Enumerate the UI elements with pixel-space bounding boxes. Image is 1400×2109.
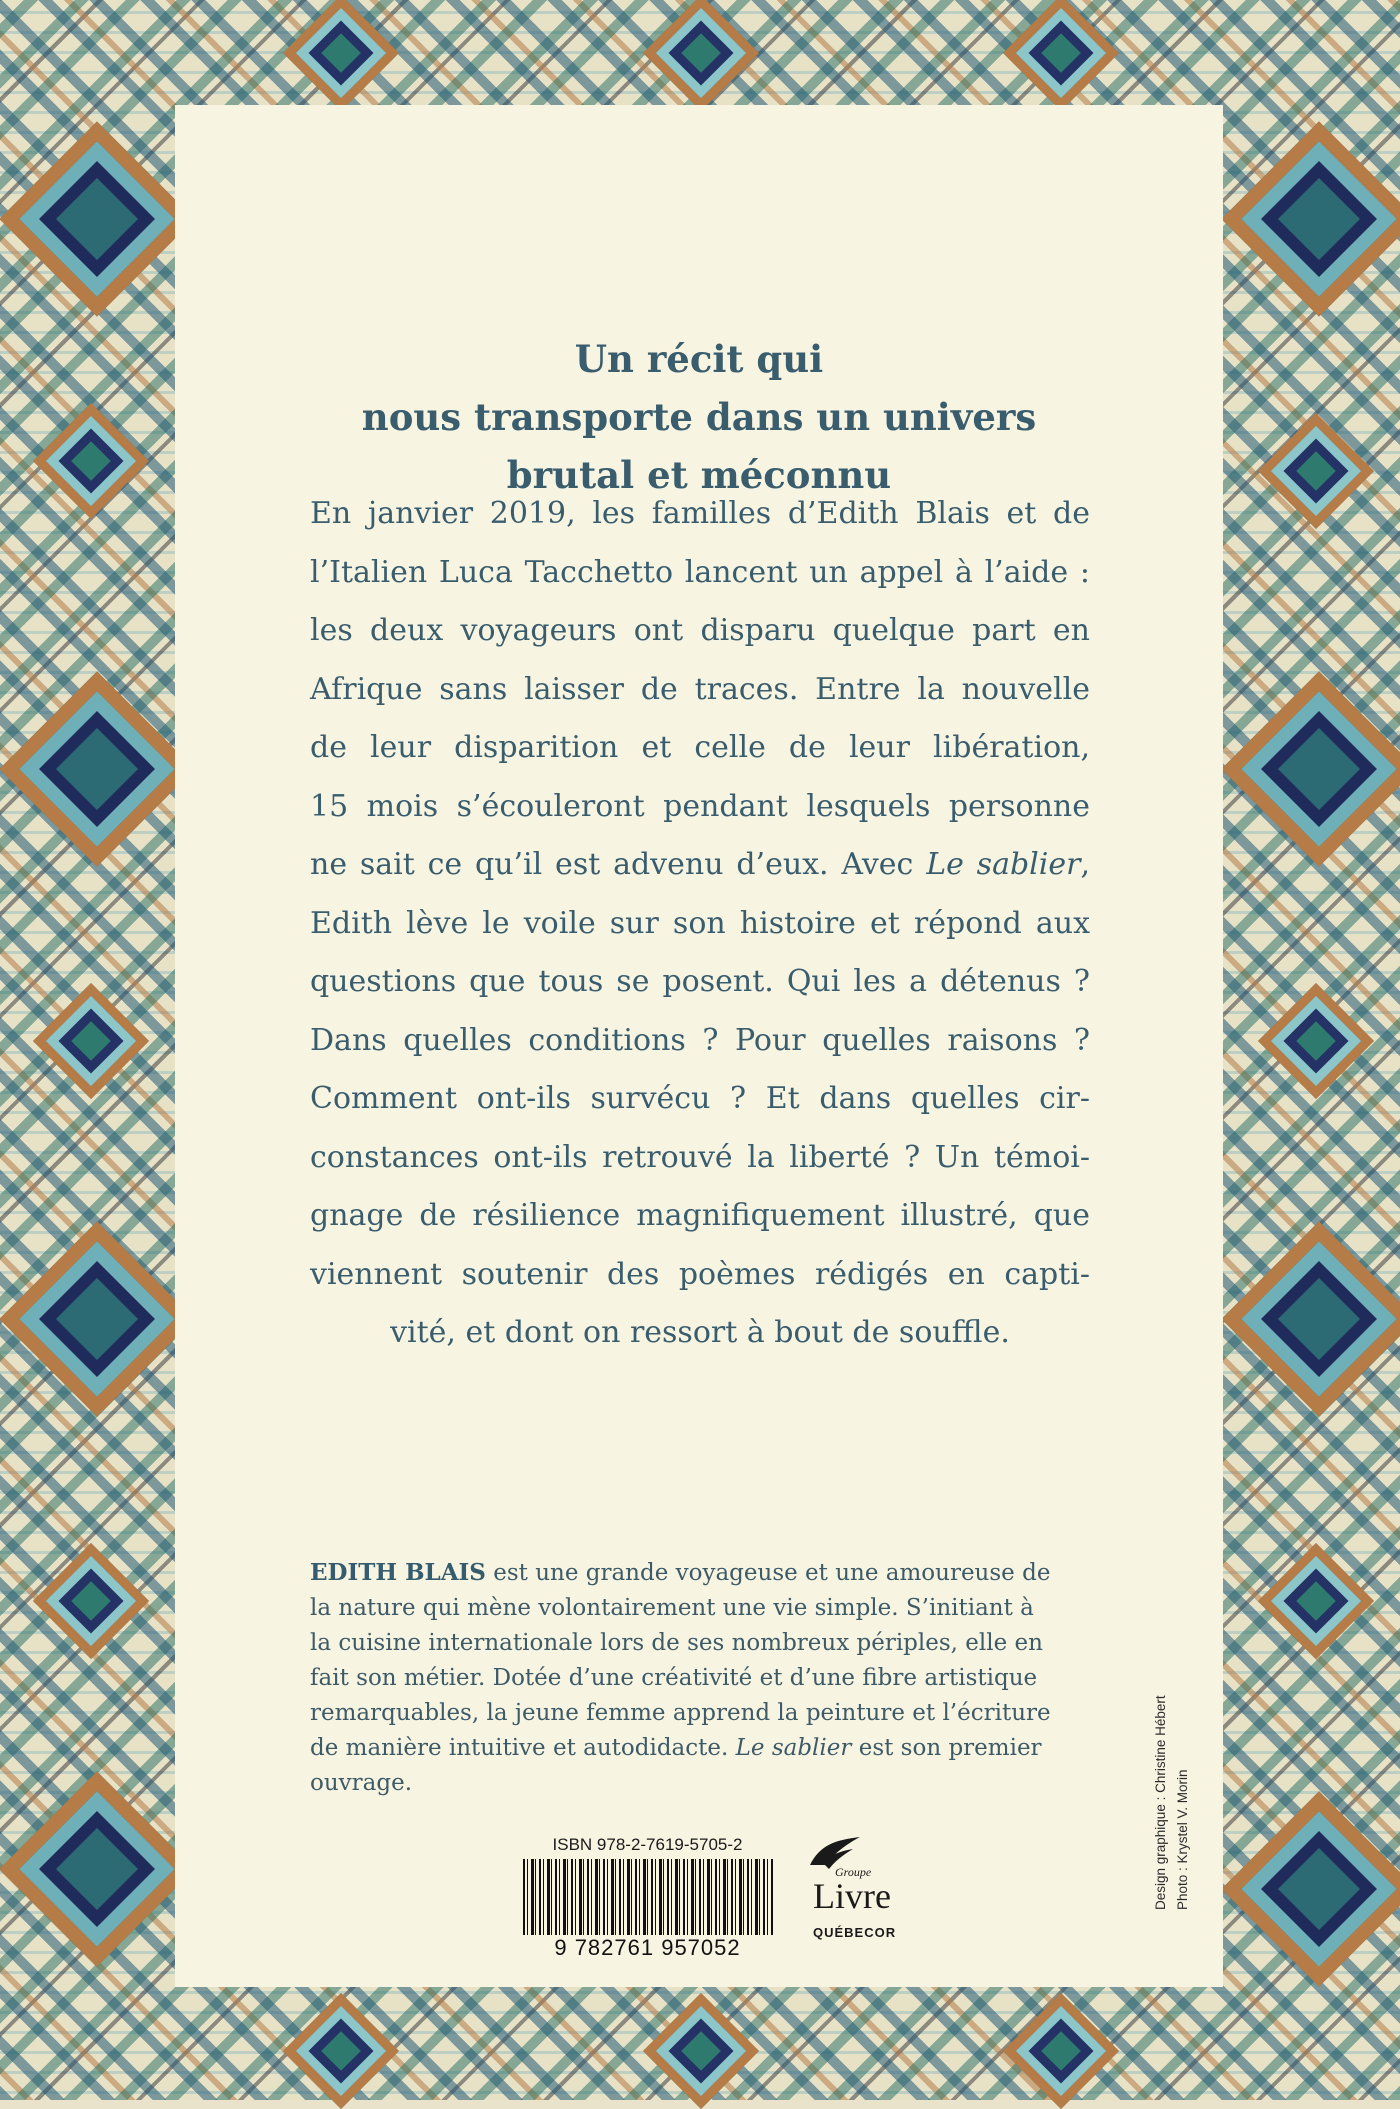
book-title: Le sablier (735, 1735, 852, 1761)
diamond-motif (0, 121, 195, 316)
bio-text: est une grande voyageuse et une amoureuse de (485, 1560, 1051, 1586)
diamond-motif (1258, 1543, 1374, 1659)
bio-line (310, 1555, 1100, 1591)
synopsis-line: gnage de résilience magnifiquement illustré, que (310, 1198, 1090, 1233)
diamond-motif (643, 1993, 759, 2109)
logo-quebecor: QUÉBECOR (813, 1925, 897, 1940)
diamond-motif (283, 1993, 399, 2109)
bio-line: la nature qui mène volontairement une vie simple. S’initiant à (310, 1595, 1034, 1621)
back-cover-panel (175, 105, 1223, 1987)
diamond-motif (1258, 983, 1374, 1099)
synopsis-line: l’Italien Luca Tacchetto lancent un appel à l’aide : (310, 554, 1090, 590)
isbn-label: ISBN 978-2-7619-5705-2 (552, 1835, 743, 1854)
diamond-motif (1221, 121, 1400, 316)
bio-line: ouvrage. (310, 1770, 413, 1796)
synopsis-line: En janvier 2019, les familles d’Edith Blais et de (310, 496, 1090, 531)
bio-line: fait son métier. Dotée d’une créativité et d’une fibre artistique (310, 1665, 1038, 1691)
synopsis-line: Comment ont-ils survécu ? Et dans quelles cir- (310, 1081, 1090, 1116)
bio-text: de manière intuitive et autodidacte. (310, 1735, 729, 1761)
tagline-line: brutal et méconnu (506, 453, 892, 497)
synopsis-line: les deux voyageurs ont disparu quelque part en (310, 613, 1090, 648)
synopsis-text: ne sait ce qu’il est advenu d’eux. Avec (310, 847, 914, 882)
synopsis-line: 15 mois s’écouleront pendant lesquels personne (310, 788, 1090, 824)
isbn-digits: 9 782761 957052 (554, 1935, 741, 1960)
synopsis-line (310, 836, 1090, 895)
synopsis-line: Afrique sans laisser de traces. Entre la nouvelle (310, 671, 1090, 707)
tagline (175, 330, 1223, 504)
diamond-motif (0, 1771, 195, 1966)
tagline-line: Un récit qui (574, 337, 824, 381)
barcode (523, 1859, 773, 1935)
isbn-barcode-block (515, 1835, 780, 1961)
diamond-motif (0, 1221, 195, 1416)
synopsis-text: , (1080, 847, 1090, 882)
synopsis-line: questions que tous se posent. Qui les a détenus ? (310, 964, 1090, 999)
synopsis (310, 485, 1090, 1363)
diamond-motif (33, 403, 149, 519)
synopsis-line: vité, et dont on ressort à bout de souffle. (390, 1315, 1010, 1350)
author-name: EDITH BLAIS (310, 1559, 486, 1586)
photo-credit: Photo : Krystel V. Morin (1175, 1769, 1190, 1910)
publisher-logo (795, 1835, 915, 1955)
diamond-motif (643, 0, 759, 111)
bio-line (310, 1731, 1100, 1766)
tagline-line: nous transporte dans un univers (361, 395, 1037, 439)
diamond-motif (1003, 0, 1119, 111)
synopsis-line: Edith lève le voile sur son histoire et répond aux (310, 905, 1090, 941)
diamond-motif (1221, 1221, 1400, 1416)
synopsis-line: Dans quelles conditions ? Pour quelles raisons ? (310, 1022, 1090, 1058)
logo-livre: Livre (813, 1876, 891, 1916)
diamond-motif (283, 0, 399, 111)
synopsis-line: viennent soutenir des poèmes rédigés en capti- (310, 1256, 1090, 1292)
cover-credits (1150, 1695, 1194, 1910)
diamond-motif (33, 983, 149, 1099)
diamond-motif (1258, 413, 1374, 529)
synopsis-line: constances ont-ils retrouvé la liberté ? Un témoi- (310, 1139, 1090, 1175)
diamond-motif (1003, 1993, 1119, 2109)
diamond-motif (0, 671, 195, 866)
diamond-motif (1221, 1791, 1400, 1986)
bio-line: la cuisine internationale lors de ses nombreux périples, elle en (310, 1630, 1043, 1656)
bio-text: est son premier (851, 1735, 1042, 1761)
logo-groupe: Groupe (835, 1865, 872, 1879)
bio-line: remarquables, la jeune femme apprend la peinture et l’écriture (310, 1700, 1051, 1726)
synopsis-line: de leur disparition et celle de leur libération, (310, 730, 1090, 765)
book-title: Le sablier (926, 847, 1081, 882)
diamond-motif (1221, 671, 1400, 866)
diamond-motif (33, 1543, 149, 1659)
design-credit: Design graphique : Christine Hébert (1153, 1695, 1168, 1910)
author-bio (310, 1555, 1100, 1801)
